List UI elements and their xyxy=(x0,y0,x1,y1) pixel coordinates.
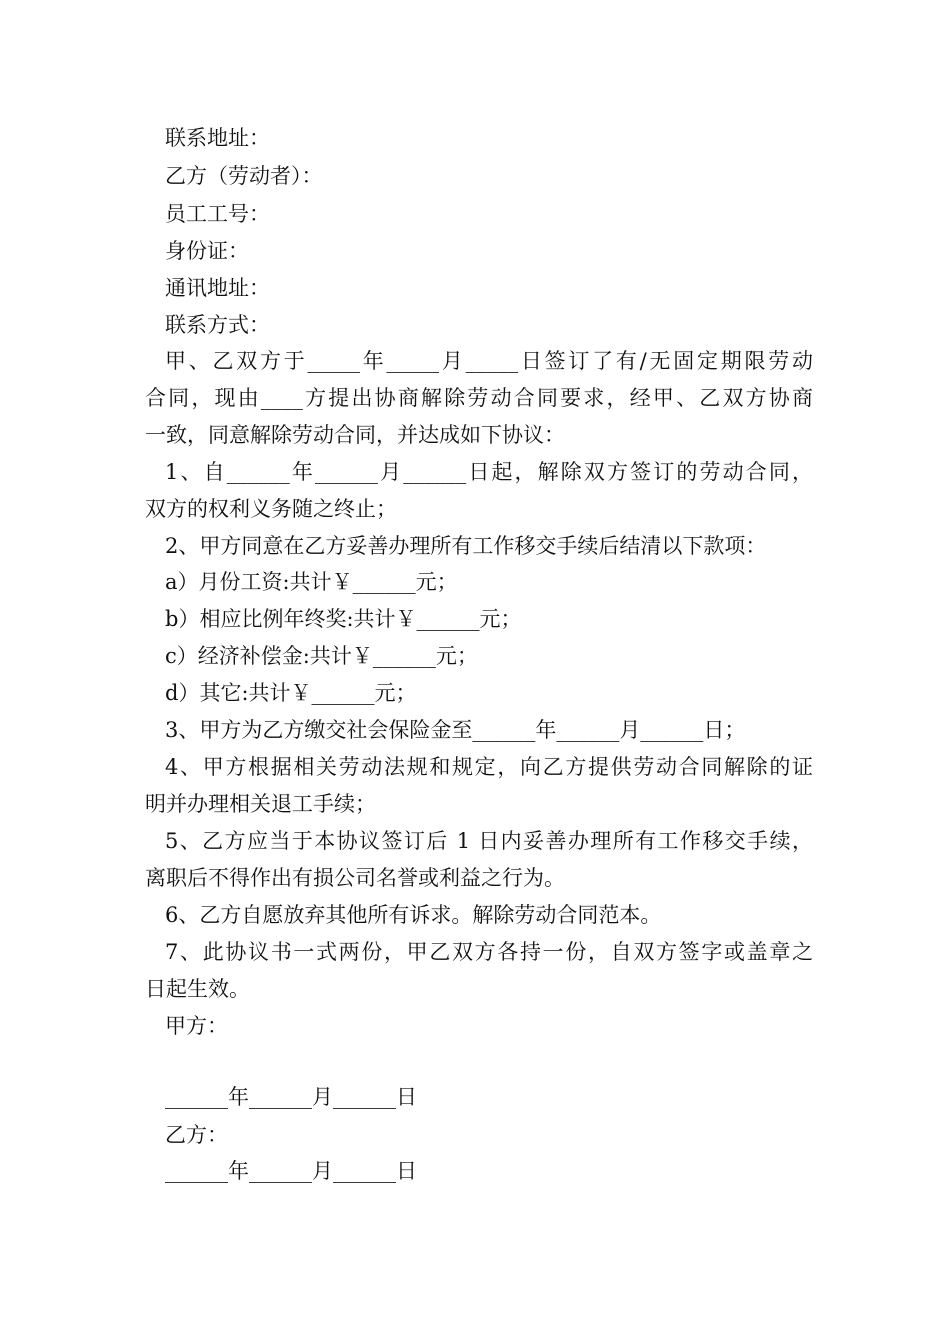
party-b-signature-label: 乙方： xyxy=(165,1123,228,1147)
mailing-address-label: 通讯地址： xyxy=(165,276,270,300)
clause-1-line-2: 双方的权利义务随之终止； xyxy=(145,497,397,521)
contact-address-label: 联系地址： xyxy=(165,126,270,150)
clause-4-line-2: 明并办理相关退工手续； xyxy=(145,792,376,816)
clause-1-line-1: 1、自______年______月______日起，解除双方签订的劳动合同， xyxy=(165,460,813,484)
clause-2-item-c: c）经济补偿金:共计￥______元； xyxy=(165,644,478,668)
clause-2-item-b: b）相应比例年终奖:共计￥______元； xyxy=(165,607,522,631)
clause-3: 3、甲方为乙方缴交社会保险金至______年______月______日； xyxy=(165,718,746,742)
employee-id-label: 员工工号： xyxy=(165,202,270,226)
clause-2: 2、甲方同意在乙方妥善办理所有工作移交手续后结清以下款项： xyxy=(165,534,767,558)
clause-4-line-1: 4、甲方根据相关劳动法规和规定，向乙方提供劳动合同解除的证 xyxy=(165,755,813,779)
party-a-date-line: ______年______月______日 xyxy=(165,1085,417,1109)
clause-7-line-2: 日起生效。 xyxy=(145,977,250,1001)
contact-method-label: 联系方式： xyxy=(165,313,270,337)
id-card-label: 身份证： xyxy=(165,239,249,263)
clause-6: 6、乙方自愿放弃其他所有诉求。解除劳动合同范本。 xyxy=(165,903,662,927)
clause-7-line-1: 7、此协议书一式两份，甲乙双方各持一份，自双方签字或盖章之 xyxy=(165,940,813,964)
party-b-date-line: ______年______月______日 xyxy=(165,1159,417,1183)
paragraph-intro-line-1: 甲、乙双方于_____年_____月_____日签订了有/无固定期限劳动 xyxy=(165,349,813,373)
clause-2-item-a: a）月份工资:共计￥______元； xyxy=(165,570,458,594)
clause-2-item-d: d）其它:共计￥______元； xyxy=(165,681,417,705)
clause-5-line-2: 离职后不得作出有损公司名誉或利益之行为。 xyxy=(145,866,565,890)
paragraph-intro-line-3: 一致，同意解除劳动合同，并达成如下协议： xyxy=(145,423,565,447)
party-a-signature-label: 甲方： xyxy=(165,1014,228,1038)
clause-5-line-1: 5、乙方应当于本协议签订后 1 日内妥善办理所有工作移交手续， xyxy=(165,829,813,853)
party-b-label: 乙方（劳动者）： xyxy=(165,164,323,188)
paragraph-intro-line-2: 合同，现由____方提出协商解除劳动合同要求，经甲、乙双方协商 xyxy=(145,386,813,410)
